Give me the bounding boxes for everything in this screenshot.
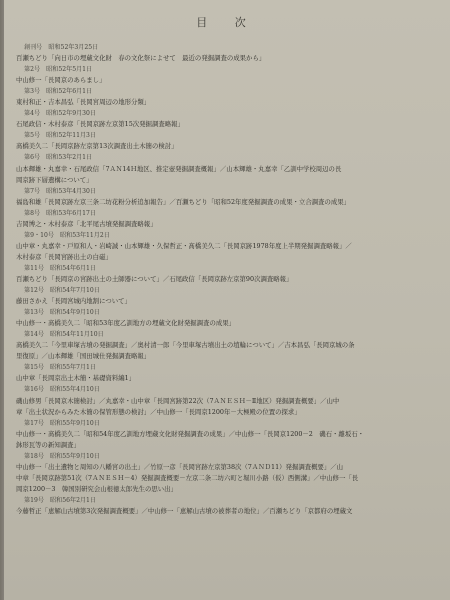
- page-heading: 目 次: [196, 16, 258, 29]
- toc-entry-line: 山本輝雄・丸嘉幸・石尾政信「7ＡＮ14Ｈ地区、推定壺発掘調査概報」／山本輝雄・丸嘉幸「乙訓中学校周辺の長: [16, 164, 342, 173]
- toc-issue-line: 第9・10号 昭和53年11月2日: [24, 231, 110, 239]
- toc-entry-line: 藤田さかえ「長岡宮城内地割について」: [16, 297, 131, 306]
- toc-entry-line: 中山修一・髙橋美久二「昭和53年度乙訓地方の埋蔵文化財発掘調査の成果」: [16, 319, 236, 328]
- toc-entry-line: 福島和雄「長岡京跡左京三条二坊花粉分析追加報告」／百瀬ちどり「昭和52年度発掘調査の成果・立合調査の成果」: [16, 197, 351, 206]
- toc-entry-line: 髙橋美久二「長岡京跡左京第13次調査出土木簡の検討」: [16, 142, 178, 151]
- toc-issue-line: 第12号 昭和54年7月10日: [24, 287, 100, 295]
- toc-entry-line: 中山修一・髙橋美久二「昭和54年度乙訓地方埋蔵文化財発掘調査の成果」／中山修一「長岡京1200－2 磯石・離坂石・: [16, 429, 364, 438]
- table-of-contents: [16, 42, 440, 517]
- toc-issue-line: 創刊号 昭和52年3月25日: [24, 44, 99, 51]
- toc-entry-line: 吉岡博之・木村泰彦「北平尾古墳発掘調査略報」: [16, 219, 157, 228]
- toc-entry-line: 木村泰彦「長岡宮跡出土の白磁」: [16, 252, 112, 261]
- toc-issue-line: 第5号 昭和52年11月3日: [24, 132, 97, 140]
- toc-entry-line: 石尾政信・木村泰彦「長岡京跡左京第15次発掘調査略報」: [16, 120, 184, 129]
- toc-entry-line: 里復原」／山本輝雄「国田城仕発掘調査略報」: [16, 352, 151, 361]
- toc-issue-line: 第2号 昭和52年5月1日: [24, 66, 93, 74]
- toc-entry-line: 岡京1200－3 韓国別研究会山根徳太郎先生の思い出」: [16, 484, 177, 493]
- toc-entry-line: 百瀬ちどり「向日市の埋蔵文化財 春の文化祭によせて 最近の発掘調査の成果から」: [16, 54, 266, 63]
- toc-issue-line: 第19号 昭和56年2月1日: [24, 496, 97, 504]
- toc-entry-line: 山中章「長岡京出土木簡・基礎資料編1」: [16, 374, 136, 383]
- toc-issue-line: 第3号 昭和52年6月1日: [24, 88, 93, 96]
- toc-entry-line: 中山修一「出土遺物と周知の八幡宮の出土」／竹原一彦「長岡宮跡左京第38次（7ＡＮＤ11）発掘調査概要」／山: [16, 462, 344, 471]
- toc-issue-line: 第4号 昭和52年9月30日: [24, 110, 97, 118]
- toc-entry-line: 岡京跡下層遺構について」: [16, 175, 93, 184]
- toc-issue-line: 第14号 昭和54年11月10日: [24, 331, 104, 339]
- toc-entry-line: 磯山修男「長岡京木簡検討」／丸嘉幸・山中章「長岡宮跡第22次（7ＡＮＥＳＨ－Ⅱ地区）発掘調査概要」／山中: [16, 396, 340, 405]
- toc-issue-line: 第13号 昭和54年9月10日: [24, 309, 100, 317]
- toc-issue-line: 第11号 昭和54年6月1日: [24, 264, 97, 272]
- toc-issue-line: 第8号 昭和53年6月17日: [24, 209, 97, 217]
- toc-issue-line: 第7号 昭和53年4月30日: [24, 187, 97, 195]
- toc-entry-line: 髙橋美久二「今里車塚古墳の発掘調査」／奥村清一郎「今里車塚古墳出土の埴輪について」／吉本昌弘「長岡京城の条: [16, 341, 355, 350]
- toc-issue-line: 第15号 昭和55年7月1日: [24, 364, 97, 372]
- toc-entry-line: 中章「長岡京跡第51次（7ＡＮＥＳＨ－4）発掘調査概要－左京二条二坊六町と堀川小路（仮）西側溝」／中山修一「長: [16, 473, 359, 482]
- toc-entry-line: 東村和正・吉本昌弘「長岡宮周辺の地形分類」: [16, 98, 151, 107]
- toc-entry-line: 中山修一「長岡京のあらまし」: [16, 76, 106, 85]
- toc-issue-line: 第16号 昭和55年4月10日: [24, 386, 100, 394]
- toc-entry-line: 今藤哲正「恵解山古墳第3次発掘調査概要」／中山修一「恵解山古墳の被葬者の地位」／百瀬ちどり「京都府の埋蔵文: [16, 506, 353, 515]
- toc-entry-line: 章「出土状況からみた木簡の保管形態の検討」／中山修一「長岡京1200年－大極殿の位置の探求」: [16, 407, 301, 416]
- toc-issue-line: 第17号 昭和55年9月10日: [24, 419, 100, 427]
- toc-entry-line: 山中章・丸嘉幸・戸原和人・岩崎誠・山本輝雄・久保哲正・髙橋美久二「長岡京跡1978年度上半期発掘調査略報」／: [16, 241, 352, 250]
- toc-entry-line: 鉢形瓦等の新知調査」: [16, 440, 80, 449]
- book-page: [4, 0, 450, 600]
- toc-issue-line: 第18号 昭和55年9月10日: [24, 452, 100, 460]
- toc-issue-line: 第6号 昭和53年2月1日: [24, 154, 93, 162]
- toc-entry-line: 百瀬ちどり「長岡京の宮跡出土の土師器について」／石尾政信「長岡京跡左京第90次調査略報」: [16, 274, 293, 283]
